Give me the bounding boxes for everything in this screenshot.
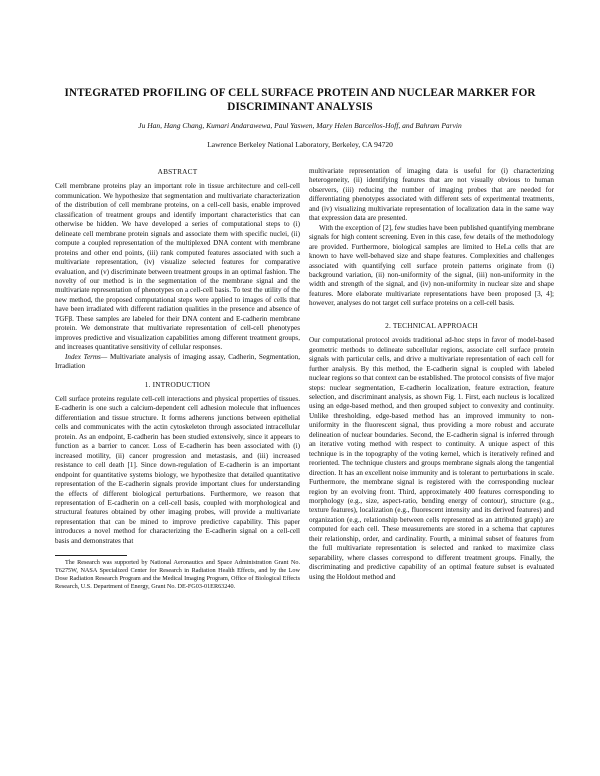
introduction-heading: 1. INTRODUCTION — [144, 379, 211, 389]
index-terms-text: Multivariate analysis of imaging assay, Cadherin, Segmentation, Irradiation — [55, 352, 300, 371]
funding-footnote: The Research was supported by National Aeronautics and Space Administration Grant No. T6275W, NASA Specialized Center for Research in Radiation Health Effects, and by the Low Dose Radiation Research Program and the Medical Imaging Program, Office of Biological Effects Research, U.S. Department of Energy, Grant No. DE-FG03-01ER63240. — [55, 559, 300, 591]
footnote-divider — [55, 555, 127, 556]
related-work-paragraph: With the exception of [2], few studies have been published quantifying membrane signals for high content screening. Even in this case, few details of the methodology are provided. Furthermore, biological samples are limited to HeLa cells that are known to have well-behaved size and shape features. Complexities and challenges associated with quantifying cell surface protein patterns originate from (i) background variation, (ii) non-uniformity of the signal, (iii) non-uniformity in the width and strength of the signal, and (iv) non-uniformity in nuclear size and shape features. More elaborate multivariate representations have been proposed [3, 4]; however, analyses do not target cell surface proteins on a cell-cell basis. — [309, 223, 554, 308]
right-column — [309, 167, 554, 582]
technical-approach-text: Our computational protocol avoids traditional ad-hoc steps in favor of model-based geometric methods to delineate subcellular regions, associate cell surface protein signals with particular cells, and drive a multivariate representation of each cell for further analysis. By this method, the E-cadherin signal is coupled with labeled nuclear regions so that context can be established. The protocol consists of five major steps: nuclear segmentation, E-cadherin localization, feature extraction, feature selection, and discriminant analysis, as shown Fig. 1. First, each nucleus is localized using an edge-based method, and then grouped subject to convexity and continuity. Unlike thresholding, edge-based method has an improved immunity to non-uniformity in the fluorescent signal, thus providing a more robust and accurate delineation of nuclear boundaries. Second, the E-cadherin signal is inferred through an iterative voting method with respect to continuity. A unique aspect of this technique is in the topography of the voting kernel, which is iteratively refined and reoriented. The technique clusters and groups membrane signals along the tangential direction. It has an excellent noise immunity and is tolerant to perturbations in scale. Furthermore, the membrane signal is registered with the corresponding nuclear region by an evolving front. Third, approximately 400 features corresponding to morphology (e.g., size, aspect-ratio, bending energy of contour), structure (e.g., texture features), localization (e.g., fluorescent intensity and its derived features) and organization (e.g., relationship between cells represented as an attributed graph) are computed for each cell. These measurements are stored in a schema that captures their relationship, order, and cardinality. Fourth, a minimal subset of features from the full multivariate representation is selected and ranked to maximize class separability, where classes correspond to different treatment groups. Finally, the discriminating and predictive capability of an optimal feature subset is evaluated using the Holdout method and — [309, 336, 554, 581]
paper-title: INTEGRATED PROFILING OF CELL SURFACE PROTEIN AND NUCLEAR MARKER FOR DISCRIMINANT ANALYSIS — [64, 87, 536, 113]
introduction-text: Cell surface proteins regulate cell-cell interactions and physical properties of tissues. E-cadherin is one such a calcium-dependent cell adhesion molecule that influences differentiation and tissue structure. It forms adherens junctions between epithelial cells and communicates with the actin cytoskeleton through associated intracellular protein. As an endpoint, E-cadherin has been studied extensively, since it appears to function as a barrier to cancer. Loss of E-cadherin has been associated with (i) increased motility, (ii) cancer progression and metastasis, and (iii) increased resistance to cell death [1]. Since down-regulation of E-cadherin is an important endpoint for quantitative systems biology, we hypothesize that detailed quantitative representation of the E-cadherin signals provide important clues for understanding the effects of different biological perturbations. Furthermore, we reason that representation of E-cadherin on a cell-cell basis, coupled with morphological and structural features obtained by other imaging probes, will provide a multivariate representation that can be mined to improve predictive capability. This paper introduces a novel method for characterizing the E-cadherin signal on a cell-cell basis and demonstrates that — [55, 394, 300, 545]
author-list: Ju Han, Hang Chang, Kumari Andarawewa, Paul Yaswen, Mary Helen Barcellos-Hoff, and Bahram Parvin — [138, 121, 462, 130]
left-column — [55, 167, 300, 591]
technical-approach-heading: 2. TECHNICAL APPROACH — [385, 320, 478, 330]
abstract-text: Cell membrane proteins play an important role in tissue architecture and cell-cell communication. We hypothesize that segmentation and multivariate characterization of the distribution of cell membrane proteins, on a cell-cell basis, enable improved classification of treatment groups and identify important characteristics that can otherwise be hidden. We have developed a series of computational steps to (i) delineate cell membrane protein signals and associate them with specific nuclei, (ii) compute a coupled representation of the multiplexed DNA content with membrane proteins and other end points, (iii) rank computed features associated with such a multivariate representation, (iv) visualize selected features for comparative evaluation, and (v) discriminate between treatment groups in an optimal fashion. The novelty of our method is in the segmentation of the membrane signal and the multivariate representation of phenotypes on a cell-cell basis. To test the utility of the new method, the proposed computational steps were applied to images of cells that have been irradiated with different radiation qualities in the presence and absence of TGFβ. These samples are labeled for their DNA content and E-cadherin membrane protein. We demonstrate that multivariate representation of cell-cell phenotypes improves predictive and visualization capabilities among different treatment groups, and increases quantitative sensitivity of cellular responses. — [55, 182, 300, 352]
index-terms-label: Index Terms— — [65, 352, 108, 361]
index-terms — [55, 353, 300, 372]
intro-continuation-paragraph: multivariate representation of imaging data is useful for (i) characterizing heterogeneity, (ii) identifying features that are not visually obvious to human observers, (iii) reducing the number of imaging probes that are needed for differentiating phenotypes associated with different sets of experimental treatments, and (iv) visualizing multivariate representation of localization data in the same way that expression data are presented. — [309, 167, 554, 223]
abstract-heading: ABSTRACT — [157, 167, 198, 176]
affiliation: Lawrence Berkeley National Laboratory, Berkeley, CA 94720 — [207, 140, 393, 149]
